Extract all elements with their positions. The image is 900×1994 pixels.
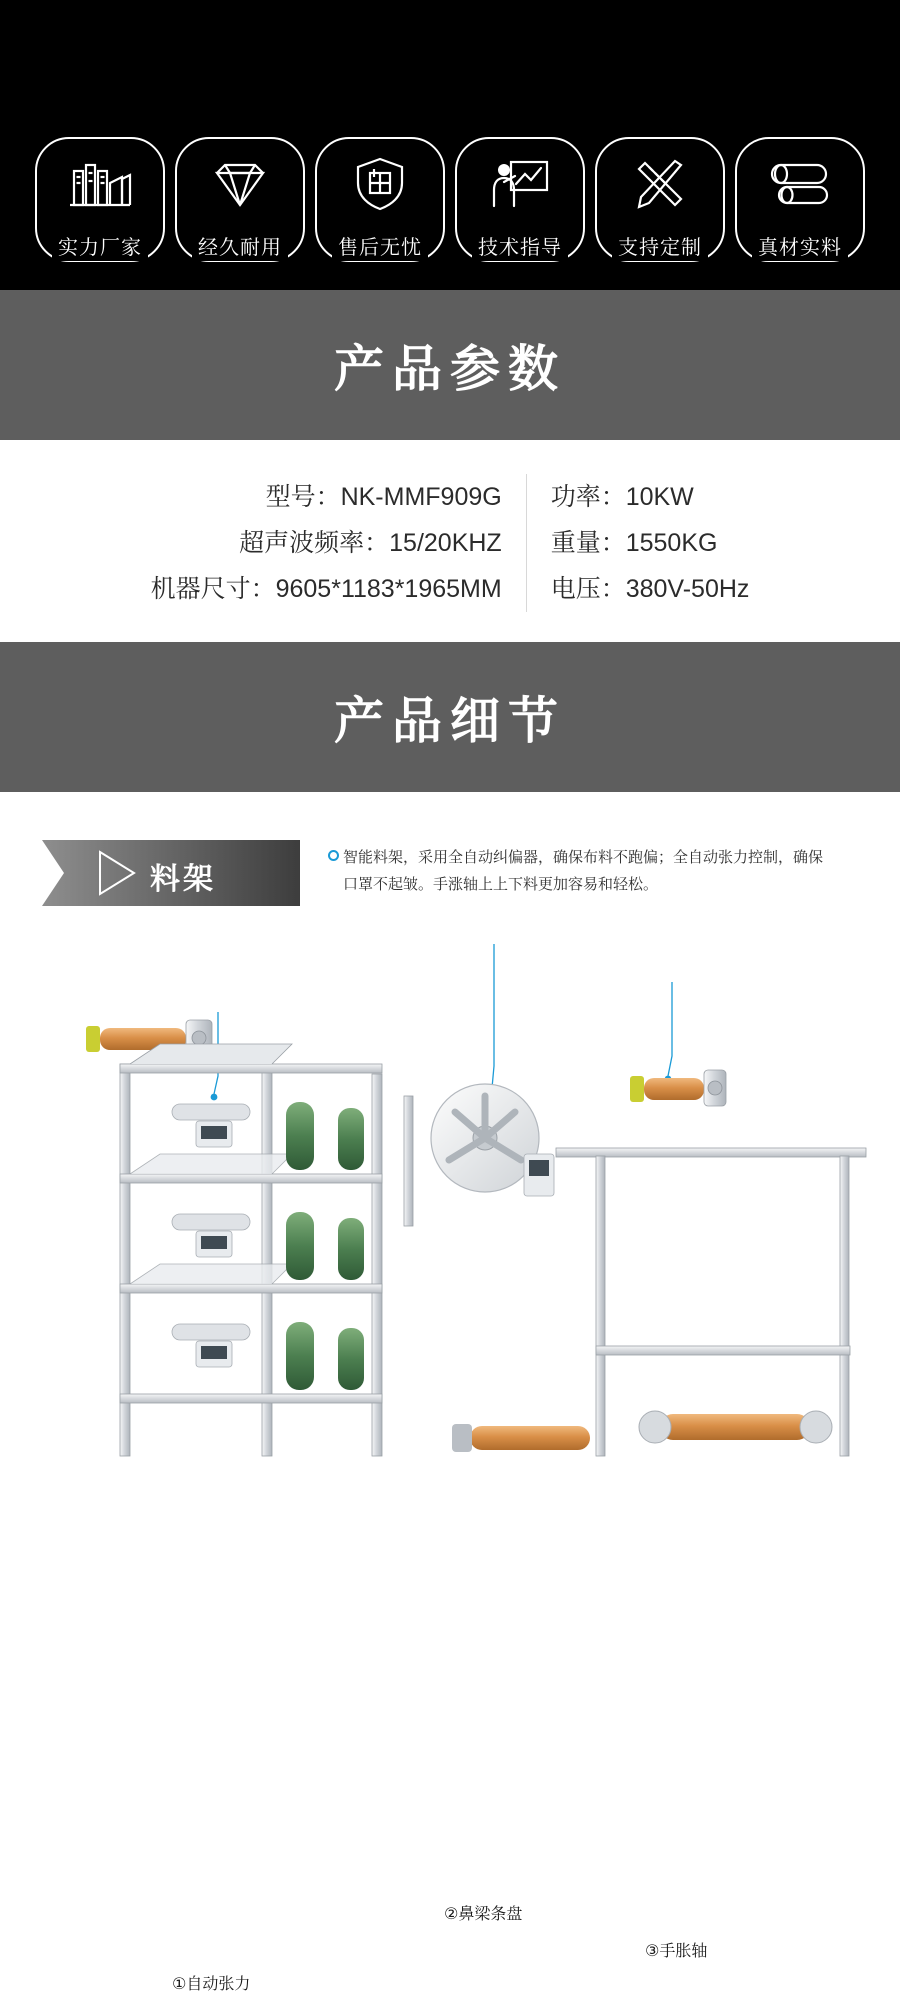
params-column-right xyxy=(527,474,750,612)
bottom-rollers xyxy=(452,1411,832,1452)
section-header-params xyxy=(0,290,900,440)
section-header-details xyxy=(0,642,900,792)
ruler-pencil-icon xyxy=(631,153,689,215)
factory-icon xyxy=(68,153,132,215)
feature-badge-customization xyxy=(595,137,725,262)
feature-badge-label: 实力厂家 xyxy=(52,235,148,261)
params-block xyxy=(0,440,900,642)
feature-badge-label: 支持定制 xyxy=(612,235,708,261)
feature-badge-factory xyxy=(35,137,165,262)
section-title: 产品参数 xyxy=(334,341,566,397)
feature-badge-label: 技术指导 xyxy=(472,235,568,261)
param-weight: 重量：1550KG xyxy=(550,529,718,557)
bullet-icon xyxy=(328,850,339,861)
feature-badge-materials xyxy=(735,137,865,262)
callout-hand-shaft: ③手胀轴 xyxy=(645,1943,708,1960)
feature-badge-label: 真材实料 xyxy=(752,235,848,261)
section-title: 产品细节 xyxy=(334,693,566,749)
param-voltage: 电压：380V-50Hz xyxy=(550,575,750,603)
feature-badge-durable xyxy=(175,137,305,262)
detail-description-text: 智能料架，采用全自动纠偏器，确保布料不跑偏；全自动张力控制，确保口罩不起皱。手涨轴上上下料更加容易和轻松。 xyxy=(343,849,824,893)
param-frequency: 超声波频率：15/20KHZ xyxy=(239,529,502,557)
detail-header xyxy=(0,792,900,906)
param-model: 型号：NK-MMF909G xyxy=(265,483,502,511)
param-power: 功率：10KW xyxy=(550,483,694,511)
detail-description xyxy=(328,844,828,898)
machine-diagram xyxy=(0,916,900,1456)
feature-badge-strip xyxy=(0,0,900,290)
nose-wire-reel xyxy=(404,1084,554,1226)
feature-badge-aftersales xyxy=(315,137,445,262)
detail-tag xyxy=(42,840,300,906)
steel-tubes-icon xyxy=(767,153,833,215)
param-dimensions: 机器尺寸：9605*1183*1965MM xyxy=(150,575,502,603)
callout-auto-tension: ①自动张力 xyxy=(172,1976,251,1993)
feature-badge-training xyxy=(455,137,585,262)
detail-tag-label: 料架 xyxy=(150,863,216,896)
hand-expanding-shaft xyxy=(630,1070,726,1106)
feature-badge-label: 售后无忧 xyxy=(332,235,428,261)
machine-illustration xyxy=(0,916,900,1993)
shield-guarantee-icon xyxy=(351,153,409,215)
callout-nose-wire-reel: ②鼻梁条盘 xyxy=(444,1906,523,1923)
diamond-icon xyxy=(209,153,271,215)
params-column-left xyxy=(151,474,527,612)
feature-badge-label: 经久耐用 xyxy=(192,235,288,261)
presentation-person-icon xyxy=(489,153,551,215)
